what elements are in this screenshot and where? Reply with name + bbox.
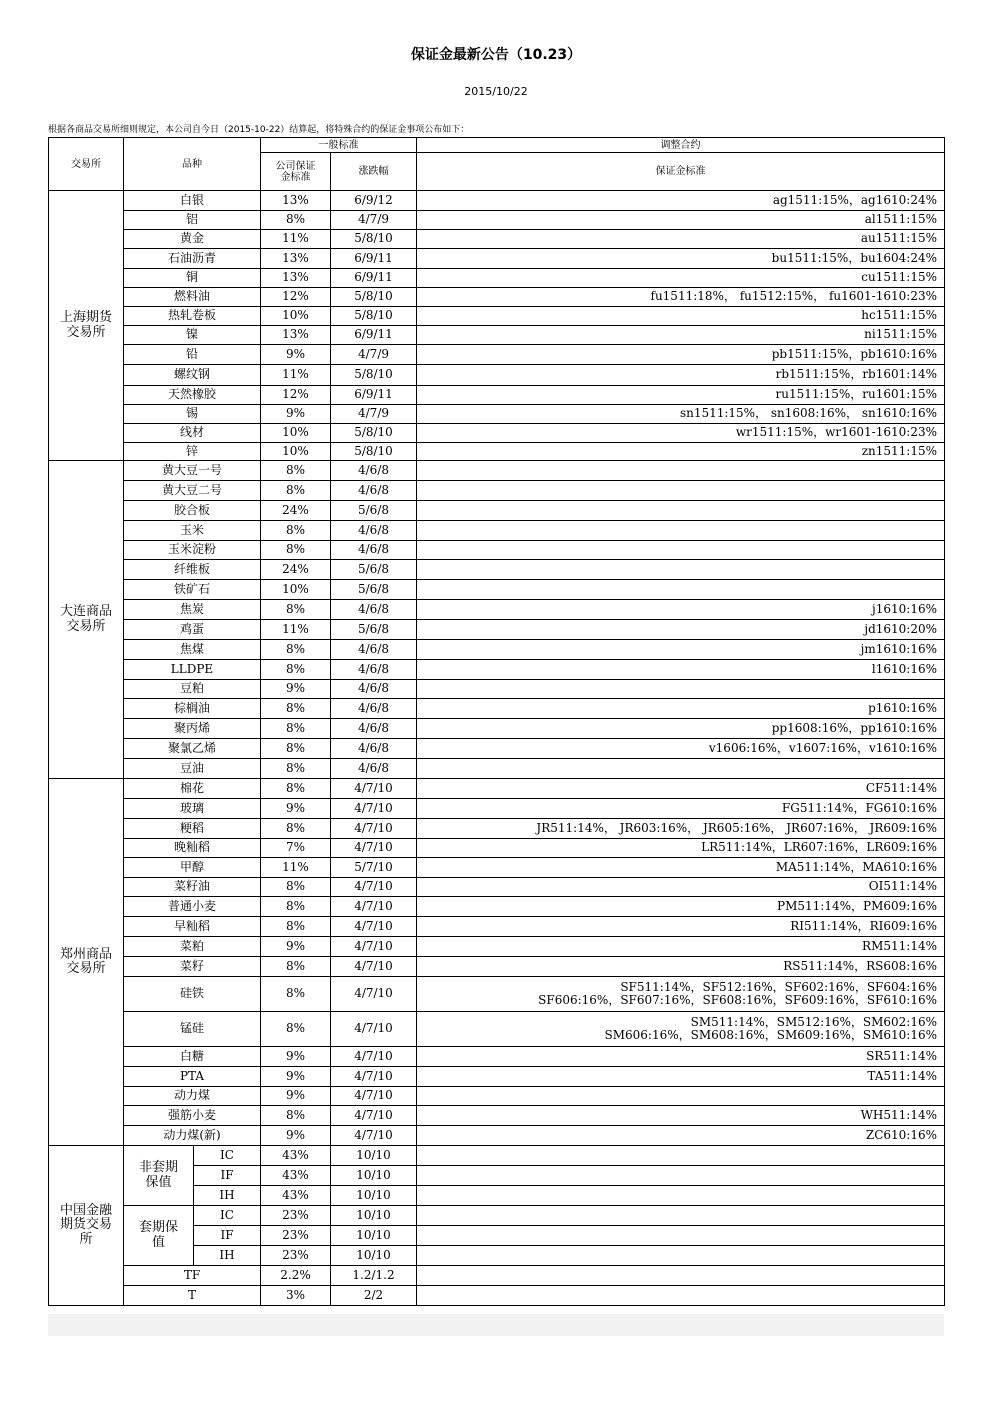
footer-band: [48, 1314, 944, 1336]
special-margin-line: SM511:14%，SM512:16%，SM602:16%: [690, 1014, 937, 1029]
margin-cell: 8%: [261, 719, 331, 739]
margin-cell: 11%: [261, 230, 331, 249]
variety-cell: 聚丙烯: [124, 719, 261, 739]
margin-cell: 9%: [261, 345, 331, 365]
variety-cell: 菜粕: [124, 937, 261, 957]
limit-cell: 5/8/10: [331, 424, 417, 443]
special-margin-cell: OI511:14%: [417, 878, 945, 897]
table-row: [49, 620, 945, 640]
special-margin-cell: [417, 501, 945, 521]
margin-cell: 23%: [261, 1206, 331, 1226]
special-margin-cell: jm1610:16%: [417, 640, 945, 660]
table-row: [49, 917, 945, 937]
special-margin-line: SF511:14%，SF512:16%，SF602:16%，SF604:16%: [620, 979, 937, 994]
limit-cell: 4/7/10: [331, 1067, 417, 1087]
table-row: [49, 249, 945, 269]
limit-cell: 4/7/10: [331, 1087, 417, 1106]
limit-cell: 6/9/11: [331, 269, 417, 288]
special-margin-cell: ru1511:15%，ru1601:15%: [417, 386, 945, 405]
special-margin-cell: wr1511:15%，wr1601-1610:23%: [417, 424, 945, 443]
limit-cell: 6/9/12: [331, 191, 417, 211]
table-row: [49, 365, 945, 386]
margin-cell: 10%: [261, 580, 331, 600]
limit-cell: 10/10: [331, 1206, 417, 1226]
margin-cell: 8%: [261, 699, 331, 719]
special-margin-cell: RS511:14%，RS608:16%: [417, 957, 945, 977]
limit-cell: 4/7/10: [331, 799, 417, 819]
contract-code-cell: IH: [194, 1246, 261, 1266]
header-row-1: [49, 138, 945, 153]
special-margin-cell: sn1511:15%， sn1608:16%， sn1610:16%: [417, 405, 945, 424]
table-row: [49, 739, 945, 759]
table-row: [49, 326, 945, 345]
variety-cell: 铜: [124, 269, 261, 288]
special-margin-cell: hc1511:15%: [417, 307, 945, 326]
special-margin-cell: j1610:16%: [417, 600, 945, 620]
special-margin-line: SM606:16%，SM608:16%，SM609:16%，SM610:16%: [604, 1028, 937, 1042]
special-margin-cell: [417, 680, 945, 699]
table-row: [49, 424, 945, 443]
limit-cell: 5/8/10: [331, 230, 417, 249]
table-row: [49, 345, 945, 365]
header-adjust: 调整合约: [417, 138, 945, 153]
special-margin-cell: fu1511:18%， fu1512:15%， fu1601-1610:23%: [417, 288, 945, 307]
margin-cell: 8%: [261, 957, 331, 977]
margin-cell: 13%: [261, 191, 331, 211]
variety-cell: 热轧卷板: [124, 307, 261, 326]
limit-cell: 4/6/8: [331, 481, 417, 501]
limit-cell: 4/7/10: [331, 779, 417, 799]
contract-code-cell: TF: [124, 1266, 261, 1286]
contract-code-cell: IF: [194, 1226, 261, 1246]
limit-cell: 4/7/9: [331, 345, 417, 365]
contract-code-cell: IC: [194, 1146, 261, 1166]
table-row: [49, 269, 945, 288]
margin-cell: 43%: [261, 1166, 331, 1186]
limit-cell: 4/6/8: [331, 699, 417, 719]
limit-cell: 5/8/10: [331, 307, 417, 326]
margin-cell: 9%: [261, 799, 331, 819]
limit-cell: 10/10: [331, 1186, 417, 1206]
margin-cell: 8%: [261, 211, 331, 230]
variety-cell: 硅铁: [124, 977, 261, 1012]
limit-cell: 4/7/10: [331, 878, 417, 897]
margin-cell: 9%: [261, 1047, 331, 1067]
margin-cell: 8%: [261, 897, 331, 917]
special-margin-cell: [417, 481, 945, 501]
limit-cell: 4/7/10: [331, 957, 417, 977]
special-margin-cell: rb1511:15%，rb1601:14%: [417, 365, 945, 386]
special-margin-cell: pp1608:16%，pp1610:16%: [417, 719, 945, 739]
special-margin-cell: PM511:14%，PM609:16%: [417, 897, 945, 917]
special-margin-cell: ni1511:15%: [417, 326, 945, 345]
variety-cell: PTA: [124, 1067, 261, 1087]
variety-cell: 锡: [124, 405, 261, 424]
limit-cell: 4/6/8: [331, 600, 417, 620]
margin-cell: 23%: [261, 1226, 331, 1246]
margin-cell: 12%: [261, 288, 331, 307]
margin-cell: 8%: [261, 640, 331, 660]
table-row: [49, 288, 945, 307]
special-margin-cell: bu1511:15%，bu1604:24%: [417, 249, 945, 269]
limit-cell: 4/7/10: [331, 897, 417, 917]
variety-cell: 动力煤: [124, 1087, 261, 1106]
margin-cell: 10%: [261, 307, 331, 326]
variety-cell: 棉花: [124, 779, 261, 799]
header-exchange: 交易所: [49, 138, 124, 191]
limit-cell: 4/6/8: [331, 640, 417, 660]
special-margin-cell: FG511:14%，FG610:16%: [417, 799, 945, 819]
margin-cell: 8%: [261, 521, 331, 541]
limit-cell: 10/10: [331, 1226, 417, 1246]
contract-code-cell: IC: [194, 1206, 261, 1226]
table-row: [49, 937, 945, 957]
table-row: [49, 1286, 945, 1306]
special-margin-cell: al1511:15%: [417, 211, 945, 230]
special-margin-cell: [417, 759, 945, 779]
special-margin-cell: [417, 521, 945, 541]
table-row: [49, 878, 945, 897]
margin-cell: 8%: [261, 481, 331, 501]
variety-cell: 晚籼稻: [124, 839, 261, 858]
exchange-name: 中国金融期货交易所: [49, 1146, 124, 1306]
table-row: [49, 1087, 945, 1106]
special-margin-cell: cu1511:15%: [417, 269, 945, 288]
intro-text: 根据各商品交易所细则规定，本公司自今日（2015-10-22）结算起，将特殊合约的保证金事项公布如下：: [48, 125, 470, 135]
hedge-group-label: 套期保值: [124, 1206, 194, 1266]
header-general: 一般标准: [261, 138, 417, 153]
limit-cell: 4/6/8: [331, 541, 417, 560]
limit-cell: 5/6/8: [331, 620, 417, 640]
variety-cell: 鸡蛋: [124, 620, 261, 640]
variety-cell: 动力煤(新): [124, 1126, 261, 1146]
margin-cell: 8%: [261, 977, 331, 1012]
header-company-margin: 公司保证金标准: [261, 153, 331, 191]
limit-cell: 4/7/9: [331, 211, 417, 230]
variety-cell: 锰硅: [124, 1012, 261, 1047]
table-row: [49, 680, 945, 699]
table-row: [49, 461, 945, 481]
variety-cell: 甲醇: [124, 858, 261, 878]
margin-cell: 3%: [261, 1286, 331, 1306]
special-margin-cell: [417, 560, 945, 580]
table-row: [49, 1206, 945, 1226]
page-title: 保证金最新公告（10.23）: [410, 47, 582, 63]
variety-cell: 聚氯乙烯: [124, 739, 261, 759]
special-margin-cell: [417, 1012, 945, 1047]
margin-cell: 9%: [261, 1067, 331, 1087]
special-margin-cell: MA511:14%，MA610:16%: [417, 858, 945, 878]
margin-cell: 8%: [261, 1012, 331, 1047]
margin-cell: 13%: [261, 249, 331, 269]
special-margin-cell: LR511:14%，LR607:16%，LR609:16%: [417, 839, 945, 858]
table-row: [49, 897, 945, 917]
limit-cell: 4/7/9: [331, 405, 417, 424]
special-margin-cell: [417, 1246, 945, 1266]
limit-cell: 4/7/10: [331, 819, 417, 839]
margin-cell: 10%: [261, 443, 331, 461]
header-margin-std: 保证金标准: [417, 153, 945, 191]
limit-cell: 5/7/10: [331, 858, 417, 878]
limit-cell: 5/6/8: [331, 501, 417, 521]
margin-cell: 12%: [261, 386, 331, 405]
margin-cell: 8%: [261, 739, 331, 759]
contract-code-cell: IH: [194, 1186, 261, 1206]
limit-cell: 4/7/10: [331, 1126, 417, 1146]
limit-cell: 5/8/10: [331, 443, 417, 461]
variety-cell: 螺纹钢: [124, 365, 261, 386]
variety-cell: 黄大豆一号: [124, 461, 261, 481]
special-margin-cell: [417, 1186, 945, 1206]
special-margin-cell: [417, 977, 945, 1012]
limit-cell: 5/6/8: [331, 580, 417, 600]
limit-cell: 4/7/10: [331, 977, 417, 1012]
limit-cell: 10/10: [331, 1166, 417, 1186]
margin-cell: 11%: [261, 620, 331, 640]
variety-cell: 菜籽油: [124, 878, 261, 897]
margin-cell: 13%: [261, 326, 331, 345]
table-row: [49, 1067, 945, 1087]
margin-cell: 8%: [261, 541, 331, 560]
margin-cell: 2.2%: [261, 1266, 331, 1286]
margin-cell: 8%: [261, 819, 331, 839]
table-row: [49, 839, 945, 858]
margin-cell: 13%: [261, 269, 331, 288]
margin-cell: 8%: [261, 779, 331, 799]
table-row: [49, 600, 945, 620]
table-row: [49, 957, 945, 977]
limit-cell: 4/6/8: [331, 739, 417, 759]
margin-cell: 9%: [261, 680, 331, 699]
table-row: [49, 719, 945, 739]
table-row: [49, 1126, 945, 1146]
special-margin-cell: [417, 1286, 945, 1306]
variety-cell: 菜籽: [124, 957, 261, 977]
limit-cell: 4/6/8: [331, 680, 417, 699]
margin-cell: 9%: [261, 1087, 331, 1106]
margin-cell: 43%: [261, 1186, 331, 1206]
variety-cell: 豆油: [124, 759, 261, 779]
margin-cell: 8%: [261, 600, 331, 620]
table-row: [49, 819, 945, 839]
announcement-date: 2015/10/22: [464, 85, 528, 98]
limit-cell: 10/10: [331, 1146, 417, 1166]
special-margin-cell: ag1511:15%，ag1610:24%: [417, 191, 945, 211]
variety-cell: 黄大豆二号: [124, 481, 261, 501]
contract-code-cell: T: [124, 1286, 261, 1306]
table-row: [49, 1047, 945, 1067]
margin-cell: 11%: [261, 858, 331, 878]
variety-cell: 玉米淀粉: [124, 541, 261, 560]
variety-cell: 线材: [124, 424, 261, 443]
margin-cell: 11%: [261, 365, 331, 386]
margin-cell: 8%: [261, 461, 331, 481]
variety-cell: 早籼稻: [124, 917, 261, 937]
special-margin-cell: pb1511:15%，pb1610:16%: [417, 345, 945, 365]
special-margin-cell: [417, 461, 945, 481]
table-row: [49, 779, 945, 799]
special-margin-cell: ZC610:16%: [417, 1126, 945, 1146]
exchange-name: 郑州商品交易所: [49, 779, 124, 1146]
special-margin-cell: v1606:16%，v1607:16%，v1610:16%: [417, 739, 945, 759]
margin-cell: 24%: [261, 501, 331, 521]
limit-cell: 4/7/10: [331, 839, 417, 858]
special-margin-cell: [417, 541, 945, 560]
margin-cell: 8%: [261, 878, 331, 897]
special-margin-cell: zn1511:15%: [417, 443, 945, 461]
table-row: [49, 405, 945, 424]
special-margin-cell: RM511:14%: [417, 937, 945, 957]
special-margin-cell: [417, 1266, 945, 1286]
margin-cell: 8%: [261, 1106, 331, 1126]
table-row: [49, 1012, 945, 1047]
table-row: [49, 211, 945, 230]
special-margin-cell: TA511:14%: [417, 1067, 945, 1087]
margin-cell: 7%: [261, 839, 331, 858]
table-row: [49, 307, 945, 326]
table-row: [49, 977, 945, 1012]
table-row: [49, 230, 945, 249]
variety-cell: 玉米: [124, 521, 261, 541]
margin-cell: 24%: [261, 560, 331, 580]
variety-cell: 豆粕: [124, 680, 261, 699]
special-margin-cell: WH511:14%: [417, 1106, 945, 1126]
table-row: [49, 640, 945, 660]
margin-cell: 8%: [261, 759, 331, 779]
variety-cell: 石油沥青: [124, 249, 261, 269]
limit-cell: 4/7/10: [331, 1106, 417, 1126]
margin-cell: 43%: [261, 1146, 331, 1166]
table-row: [49, 386, 945, 405]
table-row: [49, 1106, 945, 1126]
table-row: [49, 660, 945, 680]
contract-code-cell: IF: [194, 1166, 261, 1186]
exchange-name: 大连商品交易所: [49, 461, 124, 779]
margin-cell: 9%: [261, 937, 331, 957]
limit-cell: 10/10: [331, 1246, 417, 1266]
special-margin-cell: jd1610:20%: [417, 620, 945, 640]
margin-table: [48, 137, 945, 1306]
limit-cell: 4/7/10: [331, 917, 417, 937]
limit-cell: 4/6/8: [331, 719, 417, 739]
special-margin-line: SF606:16%，SF607:16%，SF608:16%，SF609:16%，SF610:16%: [538, 993, 937, 1007]
table-row: [49, 521, 945, 541]
limit-cell: 4/6/8: [331, 759, 417, 779]
limit-cell: 6/9/11: [331, 386, 417, 405]
header-variety: 品种: [124, 138, 261, 191]
variety-cell: 普通小麦: [124, 897, 261, 917]
special-margin-cell: SR511:14%: [417, 1047, 945, 1067]
variety-cell: 玻璃: [124, 799, 261, 819]
variety-cell: 纤维板: [124, 560, 261, 580]
table-row: [49, 799, 945, 819]
variety-cell: 强筋小麦: [124, 1106, 261, 1126]
special-margin-cell: au1511:15%: [417, 230, 945, 249]
variety-cell: 焦煤: [124, 640, 261, 660]
variety-cell: 粳稻: [124, 819, 261, 839]
variety-cell: 燃料油: [124, 288, 261, 307]
limit-cell: 4/7/10: [331, 1012, 417, 1047]
special-margin-cell: [417, 1087, 945, 1106]
table-row: [49, 1146, 945, 1166]
limit-cell: 1.2/1.2: [331, 1266, 417, 1286]
table-row: [49, 759, 945, 779]
special-margin-cell: [417, 580, 945, 600]
limit-cell: 4/6/8: [331, 521, 417, 541]
margin-cell: 9%: [261, 1126, 331, 1146]
table-row: [49, 481, 945, 501]
variety-cell: 镍: [124, 326, 261, 345]
special-margin-cell: [417, 1206, 945, 1226]
margin-cell: 8%: [261, 917, 331, 937]
variety-cell: 胶合板: [124, 501, 261, 521]
variety-cell: 焦炭: [124, 600, 261, 620]
limit-cell: 4/6/8: [331, 660, 417, 680]
variety-cell: 黄金: [124, 230, 261, 249]
variety-cell: 铁矿石: [124, 580, 261, 600]
table-row: [49, 501, 945, 521]
special-margin-cell: CF511:14%: [417, 779, 945, 799]
hedge-group-label: 非套期保值: [124, 1146, 194, 1206]
special-margin-cell: l1610:16%: [417, 660, 945, 680]
header-limit: 涨跌幅: [331, 153, 417, 191]
table-row: [49, 541, 945, 560]
special-margin-cell: [417, 1146, 945, 1166]
exchange-name: 上海期货交易所: [49, 191, 124, 461]
variety-cell: LLDPE: [124, 660, 261, 680]
special-margin-cell: JR511:14%， JR603:16%， JR605:16%， JR607:16%， JR609:16%: [417, 819, 945, 839]
table-row: [49, 580, 945, 600]
margin-cell: 9%: [261, 405, 331, 424]
variety-cell: 铝: [124, 211, 261, 230]
limit-cell: 4/7/10: [331, 937, 417, 957]
variety-cell: 棕榈油: [124, 699, 261, 719]
limit-cell: 4/6/8: [331, 461, 417, 481]
limit-cell: 4/7/10: [331, 1047, 417, 1067]
table-row: [49, 1266, 945, 1286]
special-margin-cell: RI511:14%，RI609:16%: [417, 917, 945, 937]
table-row: [49, 560, 945, 580]
table-row: [49, 858, 945, 878]
limit-cell: 2/2: [331, 1286, 417, 1306]
limit-cell: 5/6/8: [331, 560, 417, 580]
variety-cell: 天然橡胶: [124, 386, 261, 405]
table-row: [49, 191, 945, 211]
special-margin-cell: [417, 1166, 945, 1186]
variety-cell: 白银: [124, 191, 261, 211]
variety-cell: 白糖: [124, 1047, 261, 1067]
special-margin-cell: p1610:16%: [417, 699, 945, 719]
limit-cell: 6/9/11: [331, 326, 417, 345]
table-row: [49, 443, 945, 461]
special-margin-cell: [417, 1226, 945, 1246]
variety-cell: 锌: [124, 443, 261, 461]
limit-cell: 6/9/11: [331, 249, 417, 269]
table-row: [49, 699, 945, 719]
variety-cell: 铅: [124, 345, 261, 365]
margin-cell: 10%: [261, 424, 331, 443]
margin-cell: 8%: [261, 660, 331, 680]
limit-cell: 5/8/10: [331, 365, 417, 386]
margin-cell: 23%: [261, 1246, 331, 1266]
limit-cell: 5/8/10: [331, 288, 417, 307]
